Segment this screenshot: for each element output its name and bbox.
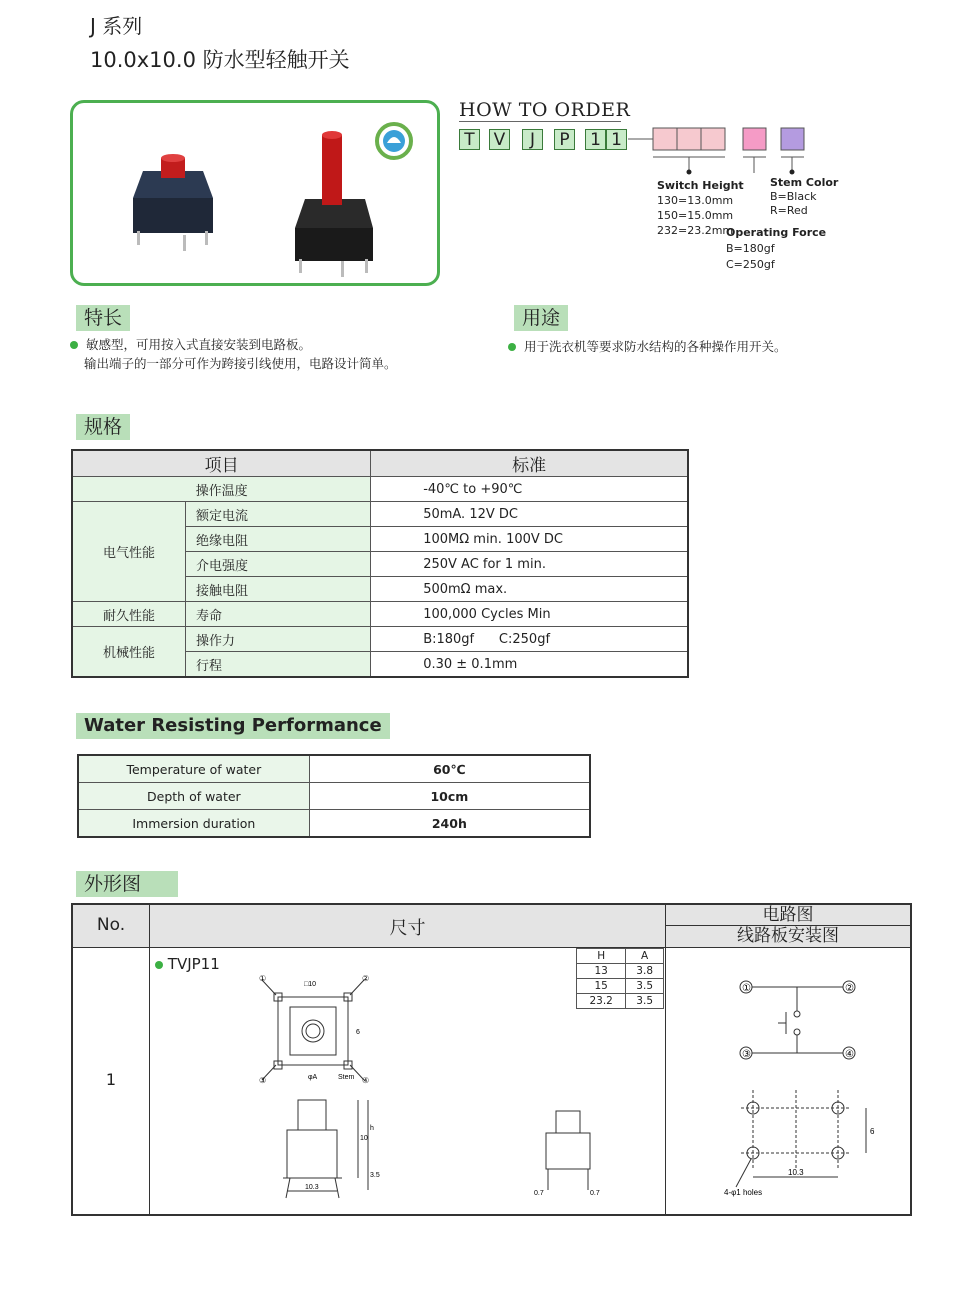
spec-value: B:180gf C:250gf [371,627,688,652]
bullet-icon [508,343,516,351]
operating-force-legend [726,225,826,273]
ha-cell: 3.5 [626,979,664,994]
outline-col-circuit: 电路图 [762,905,814,925]
features-heading: 特长 [76,305,130,331]
water-value: 60℃ [309,755,590,783]
product-photo-frame [70,100,440,286]
outline-col-no: No. [96,915,126,935]
specs-heading: 规格 [76,414,130,440]
dim-3-5: 3.5 [370,1172,380,1179]
dim-stem: Stem [338,1074,355,1081]
ha-cell: 23.2 [577,994,626,1009]
usage-line: 用于洗衣机等要求防水结构的各种操作用开关。 [523,339,787,354]
ha-cell: 3.8 [626,964,664,979]
code-char-5: 1 [585,129,606,150]
dim-6: 6 [356,1029,360,1036]
stem-color-legend [770,176,838,218]
operating-force-label: Operating Force [726,226,827,239]
ha-cell: 15 [577,979,626,994]
pin-3: ③ [259,1076,267,1085]
outline-heading: 外形图 [76,871,178,897]
spec-item: 额定电流 [186,502,371,527]
spec-value: 50mA. 12V DC [371,502,688,527]
water-label: Immersion duration [78,810,309,838]
ha-cell: 13 [577,964,626,979]
bullet-icon [70,341,78,349]
water-label: Depth of water [78,783,309,810]
outline-row-no: 1 [105,1070,117,1089]
usage-text [508,337,787,355]
product-title: 10.0x10.0 防水型轻触开关 [90,48,350,72]
pin-2: ② [845,983,854,994]
ha-header: A [626,949,664,964]
code-char-6: 1 [606,129,627,150]
pin-2: ② [362,974,370,983]
water-table [77,754,591,838]
how-to-order-title: HOW TO ORDER [459,99,631,121]
features-line-1: 敏感型，可用按入式直接安装到电路板。 [85,337,311,352]
pcb-holes: 4-φ1 holes [724,1188,763,1197]
switch-height-option: 150=15.0mm [657,209,734,222]
switch-height-label: Switch Height [657,179,744,192]
pin-1: ① [742,983,751,994]
dim-h: h [370,1125,374,1132]
outline-table [71,903,912,1216]
water-value: 10cm [309,783,590,810]
features-text [70,335,397,373]
pcb-width: 10.3 [788,1168,804,1177]
eco-logo-icon [377,124,411,158]
dim-10-3: 10.3 [305,1184,319,1191]
pin-1: ① [259,974,267,983]
ha-cell: 3.5 [626,994,664,1009]
switch-short-image [133,154,213,251]
series-title: J 系列 [90,14,143,38]
dimension-drawing [150,965,665,1213]
spec-item: 寿命 [186,602,371,627]
ha-header: H [577,949,626,964]
spec-item: 接触电阻 [186,577,371,602]
product-photo [73,103,437,283]
how-to-order-underline [459,121,621,122]
spec-value: 500mΩ max. [371,577,688,602]
pin-4: ④ [362,1076,370,1085]
dim-10: 10 [360,1135,368,1142]
spec-value: 100MΩ min. 100V DC [371,527,688,552]
operating-force-option: C=250gf [726,258,775,271]
outline-col-pcb: 线路板安装图 [737,926,839,946]
pcb-height: 6 [870,1127,875,1136]
spec-item: 操作力 [186,627,371,652]
spec-temp-value: -40℃ to +90℃ [371,477,688,502]
spec-temp-label: 操作温度 [72,477,371,502]
specs-col-item: 项目 [72,450,371,477]
operating-force-option: B=180gf [726,242,775,255]
water-value: 240h [309,810,590,838]
switch-height-option: 232=23.2mm [657,224,734,237]
stem-color-option: R=Red [770,204,808,217]
switch-tall-image [295,131,373,277]
specs-col-standard: 标准 [371,450,688,477]
specs-table [71,449,689,678]
outline-col-size: 尺寸 [389,918,426,939]
spec-item: 介电强度 [186,552,371,577]
dim-0-7a: 0.7 [534,1190,544,1197]
spec-value: 0.30 ± 0.1mm [371,652,688,678]
switch-height-option: 130=13.0mm [657,194,734,207]
spec-item: 绝缘电阻 [186,527,371,552]
code-char-4: P [554,129,575,150]
stem-color-option: B=Black [770,190,817,203]
spec-group-durability: 耐久性能 [72,602,186,627]
pin-3: ③ [742,1049,751,1060]
usage-heading: 用途 [514,305,568,331]
code-char-3: J [522,129,543,150]
stem-color-label: Stem Color [770,176,839,189]
pin-4: ④ [845,1049,854,1060]
spec-group-electrical: 电气性能 [72,502,186,602]
spec-group-mechanical: 机械性能 [72,627,186,678]
spec-value: 100,000 Cycles Min [371,602,688,627]
dim-square: □10 [304,981,317,988]
features-line-2: 输出端子的一部分可作为跨接引线使用，电路设计简单。 [84,356,397,371]
water-label: Temperature of water [78,755,309,783]
code-char-1: T [459,129,480,150]
dim-0-7b: 0.7 [590,1190,600,1197]
model-name: TVJP11 [167,955,220,973]
spec-item: 行程 [186,652,371,678]
dim-phiA: φA [308,1074,318,1081]
spec-value: 250V AC for 1 min. [371,552,688,577]
water-heading: Water Resisting Performance [76,713,390,739]
code-char-2: V [489,129,510,150]
circuit-diagram [666,965,910,1213]
